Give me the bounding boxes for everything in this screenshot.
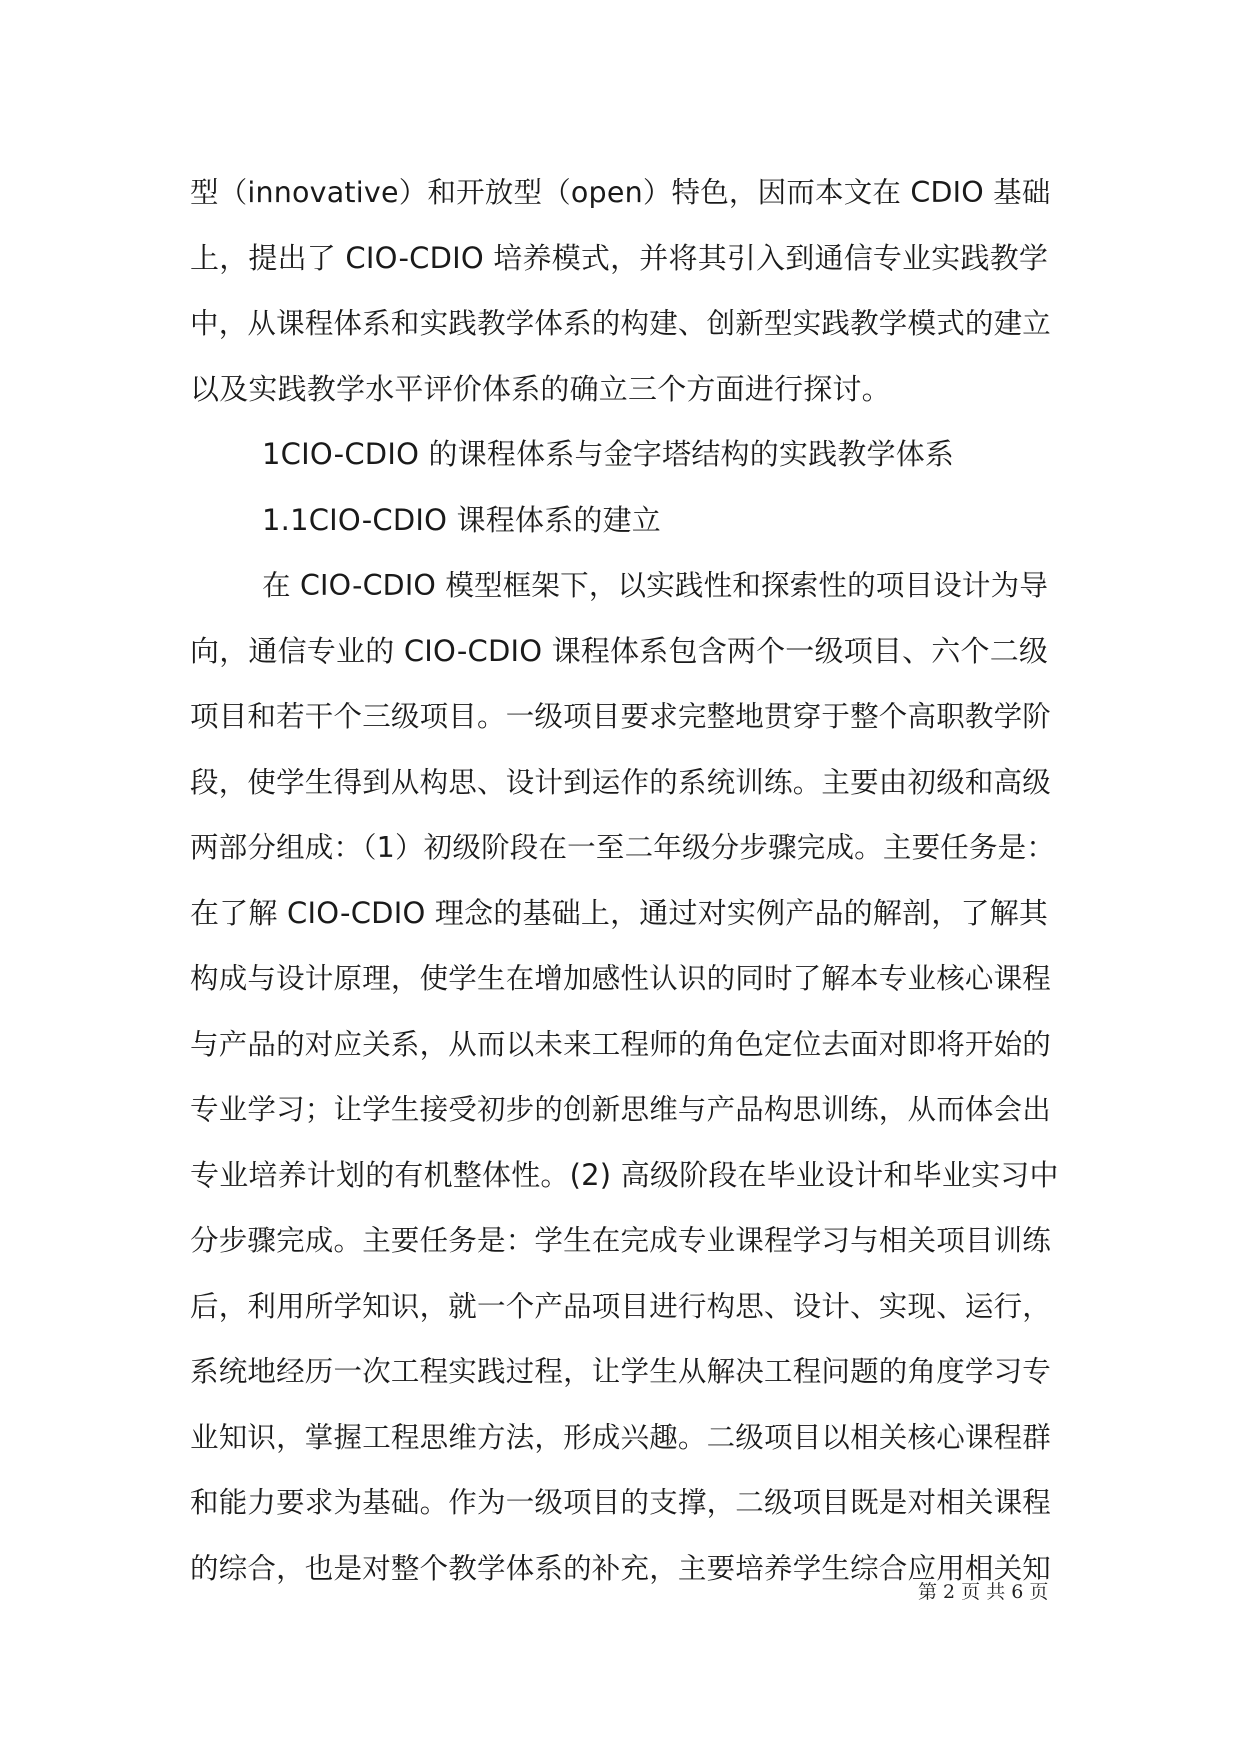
text-line: 与产品的对应关系，从而以未来工程师的角色定位去面对即将开始的 [190,1027,1052,1061]
paragraph-start-line: 在 CIO-CDIO 模型框架下，以实践性和探索性的项目设计为导 [262,569,1049,602]
text-line: 以及实践教学水平评价体系的确立三个方面进行探讨。 [190,371,891,406]
text-line: 构成与设计原理，使学生在增加感性认识的同时了解本专业核心课程 [190,962,1052,995]
text-line: 业知识，掌握工程思维方法，形成兴趣。二级项目以相关核心课程群 [190,1420,1052,1454]
text-line: 的综合，也是对整个教学体系的补充，主要培养学生综合应用相关知 [190,1551,1052,1585]
text-line: 项目和若干个三级项目。一级项目要求完整地贯穿于整个高职教学阶 [190,700,1052,733]
section-heading: 1CIO-CDIO 的课程体系与金字塔结构的实践教学体系 [262,437,955,471]
text-line: 型（innovative）和开放型（open）特色，因而本文在 CDIO 基础 [190,176,1051,209]
text-line: 专业学习；让学生接受初步的创新思维与产品构思训练，从而体会出 [190,1093,1052,1126]
text-line: 和能力要求为基础。作为一级项目的支撑，二级项目既是对相关课程 [190,1486,1052,1519]
text-line: 上，提出了 CIO-CDIO 培养模式，并将其引入到通信专业实践教学 [190,240,1049,275]
page-number: 第 2 页 共 6 页 [918,1581,1049,1603]
text-line: 段，使学生得到从构思、设计到运作的系统训练。主要由初级和高级 [190,765,1052,799]
body-text [190,160,1060,1601]
text-line: 分步骤完成。主要任务是：学生在完成专业课程学习与相关项目训练 [190,1224,1052,1257]
text-line: 中，从课程体系和实践教学体系的构建、创新型实践教学模式的建立 [190,307,1052,340]
text-line: 系统地经历一次工程实践过程，让学生从解决工程问题的角度学习专 [190,1355,1052,1388]
text-line: 专业培养计划的有机整体性。(2) 高级阶段在毕业设计和毕业实习中 [190,1157,1059,1192]
text-line: 向，通信专业的 CIO-CDIO 课程体系包含两个一级项目、六个二级 [190,633,1049,668]
text-line: 后，利用所学知识，就一个产品项目进行构思、设计、实现、运行， [190,1289,1052,1323]
text-line: 在了解 CIO-CDIO 理念的基础上，通过对实例产品的解剖，了解其 [190,895,1049,930]
subsection-heading: 1.1CIO-CDIO 课程体系的建立 [262,502,661,537]
text-line: 两部分组成：（1）初级阶段在一至二年级分步骤完成。主要任务是： [190,831,1056,864]
